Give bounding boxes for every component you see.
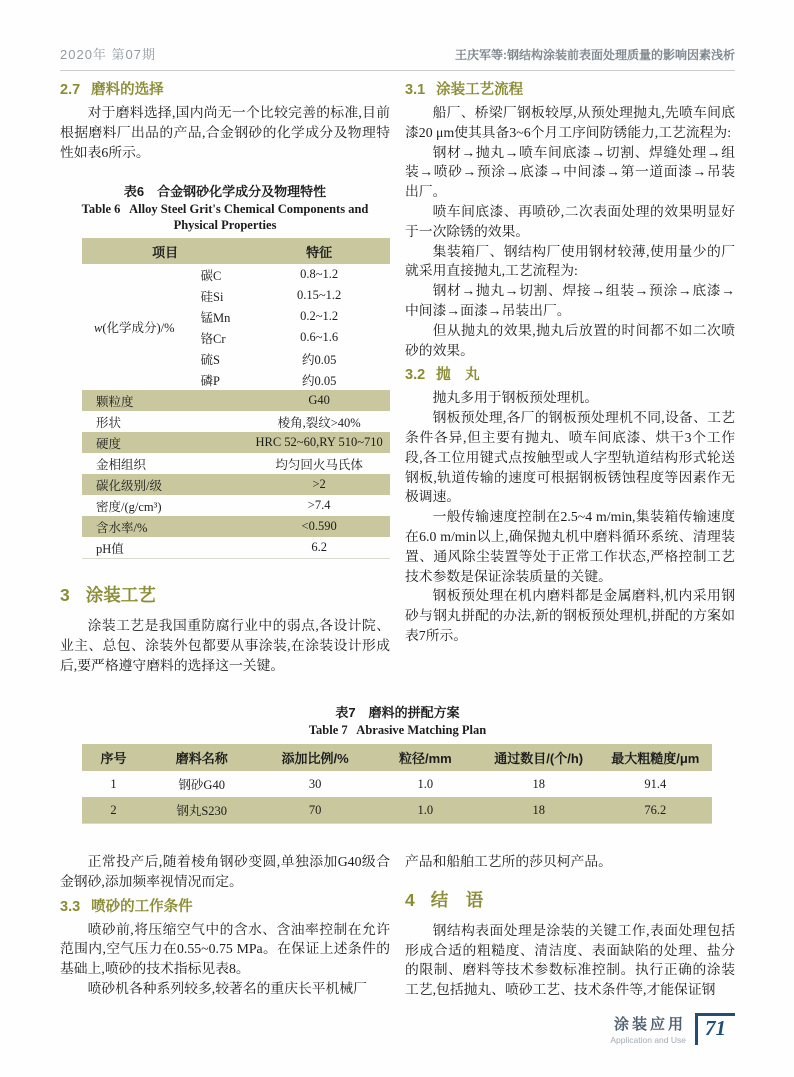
heading-number: 2.7 [60, 82, 81, 98]
heading-number: 3.1 [405, 82, 426, 98]
heading-3 [60, 583, 390, 607]
table-row: 锰Mn 0.2~1.2 [200, 309, 339, 325]
table7-section [60, 704, 735, 824]
table7 [82, 744, 712, 824]
heading-3-2 [405, 365, 735, 385]
heading-3-3 [60, 897, 390, 917]
bottom-left-column [60, 852, 390, 1000]
heading-title: 涂装工艺流程 [436, 82, 524, 98]
table-row: 1 钢砂G40 30 1.0 18 91.4 [110, 776, 667, 792]
heading-number: 4 [405, 889, 415, 910]
table6-header-row [82, 238, 390, 264]
table-row: 硫S 约0.05 [200, 352, 337, 367]
heading-number: 3.2 [405, 367, 426, 384]
issue-label: 2020年 第07期 [60, 47, 156, 62]
para-3-1-b: 钢材→抛丸→喷车间底漆→切割、焊缝处理→组装→喷砂→预涂→底漆→中间漆→第一道面漆→吊装出厂。 [405, 144, 735, 200]
para-3-2-d: 钢板预处理在机内磨料都是金属磨料,机内采用钢砂与钢丸拼配的办法,新的钢板预处理机,拼配的方案如表7所示。 [405, 588, 735, 643]
page-number-box [695, 1013, 735, 1045]
table7-caption-en: Table 7 Abrasive Matching Plan [308, 723, 487, 737]
table-row: 2 钢丸S230 70 1.0 18 76.2 [82, 797, 712, 824]
footer-section-en: Application and Use [610, 1035, 686, 1045]
table6-caption-zh: 表6 合金钢砂化学成分及物理特性 [123, 184, 327, 200]
table7-header-row: 序号 磨料名称 添加比例/% 粒径/mm 通过数目/(个/h) 最大粗糙度/μm [82, 744, 712, 771]
heading-title: 磨料的选择 [91, 82, 164, 98]
right-column [405, 80, 735, 676]
table-row: w(化学成分)/% 碳C 0.8~1.2 [82, 264, 390, 285]
footer-section-zh: 涂装应用 [613, 1016, 686, 1033]
table6-header-feature: 特征 [306, 244, 333, 260]
para-3: 涂装工艺是我国重防腐行业中的弱点,各设计院、业主、总包、涂装外包都要从事涂装,在涂装设计形成后,要严格遵守磨料的选择这一关键。 [60, 618, 390, 673]
table-row: 硬度 HRC 52~60,RY 510~710 [82, 432, 390, 453]
para-3-1-c: 喷车间底漆、再喷砂,二次表面处理的效果明显好于一次除锈的效果。 [405, 203, 735, 239]
table6-header-item: 项目 [152, 244, 179, 260]
heading-3-1 [405, 80, 735, 100]
table7-caption-zh: 表7 磨料的拼配方案 [335, 705, 460, 720]
para-3-3-b: 喷砂机各种系列较多,较著名的重庆长平机械厂 [87, 980, 367, 996]
para-3-2-a: 抛丸多用于钢板预处理机。 [432, 390, 599, 406]
para-3-1-e: 钢材→抛丸→切割、焊接→组装→预涂→底漆→中间漆→面漆→吊装出厂。 [405, 283, 735, 318]
left-column [60, 80, 390, 676]
footer-labels [610, 1013, 686, 1045]
page-header [60, 44, 735, 71]
table7-wrapper [82, 744, 712, 824]
para-3-2-c: 一般传输速度控制在2.5~4 m/min,集装箱传输速度在6.0 m/min以上,确保抛丸机中磨料循环系统、清理装置、通风除尘装置等处于正常工作状态,严格控制工艺技术参数是保证涂装质量的关键。 [405, 509, 735, 584]
table6-chem-label: w(化学成分)/% [94, 321, 175, 336]
para-3-3-a: 喷砂前,将压缩空气中的含水、含油率控制在允许范围内,空气压力在0.55~0.75 MPa。在保证上述条件的基础上,喷砂的技术指标见表8。 [60, 921, 390, 977]
table-row: 铬Cr 0.6~1.6 [200, 330, 339, 346]
table6-caption-en-line2: Physical Properties [173, 218, 277, 233]
bottom-right-column [405, 852, 735, 1000]
table-row: 磷P 约0.05 [200, 373, 337, 388]
running-title: 王庆军等:钢结构涂装前表面处理质量的影响因素浅析 [455, 48, 735, 62]
para-2-7: 对于磨料选择,国内尚无一个比较完善的标准,目前根据磨料厂出品的产品,合金钢砂的化学成分及物理特性如表6所示。 [60, 105, 390, 160]
table-row: pH值 6.2 [96, 540, 327, 556]
table6-wrapper [82, 238, 390, 559]
para-continuation: 产品和船舶工艺所的莎贝柯产品。 [405, 854, 612, 869]
table-row: 金相组织 均匀回火马氏体 [96, 457, 363, 472]
para-3-1-a: 船厂、桥梁厂钢板较厚,从预处理抛丸,先喷车间底漆20 μm使其具备3~6个月工序间防锈能力,工艺流程为: [405, 105, 735, 140]
heading-title: 喷砂的工作条件 [91, 898, 193, 915]
heading-title: 抛 丸 [436, 367, 480, 384]
table-row: 密度/(g/cm³) >7.4 [96, 498, 331, 514]
heading-title: 结 语 [430, 889, 484, 910]
heading-2-7 [60, 80, 390, 100]
table-row: 硅Si 0.15~1.2 [200, 288, 342, 304]
heading-title: 涂装工艺 [85, 585, 156, 606]
para-3-1-f: 但从抛丸的效果,抛丸后放置的时间都不如二次喷砂的效果。 [405, 322, 735, 358]
table6-caption-en-line1: Table 6 Alloy Steel Grit's Chemical Components and [81, 202, 369, 217]
top-columns [60, 80, 735, 676]
para-3-2-b: 钢板预处理,各厂的钢板预处理机不同,设备、工艺条件各异,但主要有抛丸、喷车间底漆、烘干3个工作段,各工位用键式点按触型或人字型轨道结构形式轮送钢板,轨道传输的速度可根据钢板锈蚀程度等因素作无极调速。 [405, 410, 735, 505]
table-row: 颗粒度 G40 [82, 390, 390, 411]
para-4: 钢结构表面处理是涂装的关键工作,表面处理包括形成合适的粗糙度、清洁度、表面缺陷的处理、盐分的限制、磨料等技术参数标准控制。执行正确的涂装工艺,包括抛丸、喷砂工艺、技术条件等,才能保证钢 [405, 922, 735, 998]
para-3-1-d: 集装箱厂、钢结构厂使用钢材较薄,使用量少的厂就采用直接抛丸,工艺流程为: [405, 243, 735, 279]
table-row: 碳化级别/级 >2 [82, 474, 390, 495]
heading-4 [405, 888, 735, 912]
table-row: 含水率/% <0.590 [82, 516, 390, 537]
page-footer [610, 1013, 735, 1045]
table-row: 形状 棱角,裂纹>40% [96, 415, 361, 430]
heading-number: 3 [60, 585, 70, 606]
bottom-columns [60, 852, 735, 1000]
page-number: 71 [705, 1016, 726, 1040]
table6 [82, 238, 390, 559]
heading-number: 3.3 [60, 898, 81, 915]
para-after-table7: 正常投产后,随着棱角钢砂变圆,单独添加G40级合金钢砂,添加频率视情况而定。 [60, 854, 390, 889]
